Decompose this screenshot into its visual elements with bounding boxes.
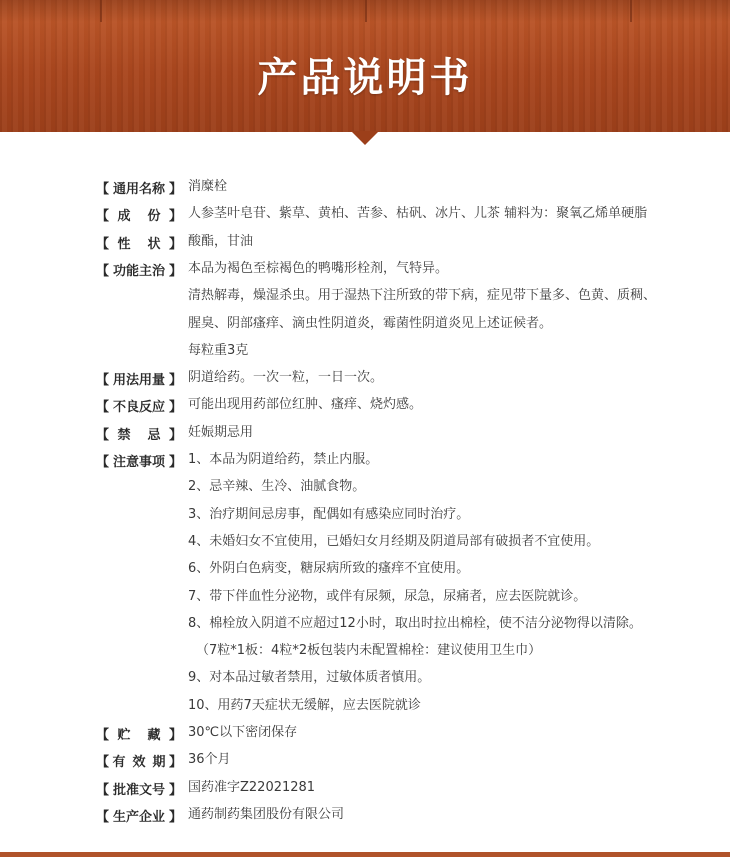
field-label-text: 用法用量 (112, 372, 165, 388)
field-label-text: 注意事项 (112, 454, 165, 470)
field-continuation-row (0, 613, 730, 635)
field-label-text: 禁 忌 (117, 427, 161, 443)
label-bracket-open: 【 (96, 782, 110, 798)
field-label (96, 231, 182, 253)
label-bracket-close: 】 (168, 727, 182, 743)
field-row (0, 367, 730, 389)
field-value: 7、带下伴血性分泌物，或伴有尿频，尿急，尿痛者，应去医院就诊。 (188, 589, 587, 604)
field-row (0, 804, 730, 826)
label-bracket-open: 【 (96, 181, 110, 197)
field-row (0, 422, 730, 444)
field-continuation-row (0, 531, 730, 553)
field-continuation-row (0, 558, 730, 580)
header-banner (0, 0, 730, 132)
field-row (0, 394, 730, 416)
field-row (0, 777, 730, 799)
field-value: 通药制药集团股份有限公司 (188, 807, 345, 822)
field-row (0, 176, 730, 198)
wood-plank-seam (100, 0, 102, 22)
field-value: 9、对本品过敏者禁用，过敏体质者慎用。 (188, 670, 431, 685)
field-value: 6、外阴白色病变，糖尿病所致的瘙痒不宜使用。 (188, 561, 470, 576)
label-bracket-close: 】 (168, 809, 182, 825)
label-bracket-open: 【 (96, 454, 110, 470)
field-value: 3、治疗期间忌房事，配偶如有感染应同时治疗。 (188, 507, 470, 522)
label-bracket-open: 【 (96, 727, 110, 743)
field-value: 1、本品为阴道给药，禁止内服。 (188, 452, 379, 467)
field-continuation-row (0, 285, 730, 307)
field-label (96, 449, 182, 471)
label-bracket-close: 】 (168, 454, 182, 470)
field-continuation-row (0, 667, 730, 689)
label-bracket-close: 】 (168, 208, 182, 224)
field-value: 阴道给药。一次一粒，一日一次。 (188, 370, 384, 385)
label-bracket-open: 【 (96, 754, 110, 770)
field-label (96, 804, 182, 826)
field-value: 可能出现用药部位红肿、瘙痒、烧灼感。 (188, 397, 423, 412)
wood-plank-seam (365, 0, 367, 22)
field-continuation-row (0, 586, 730, 608)
field-value: 清热解毒，燥湿杀虫。用于湿热下注所致的带下病，症见带下量多、色黄、质稠、 (188, 288, 657, 303)
field-value: 36个月 (188, 752, 231, 767)
field-row (0, 722, 730, 744)
field-label-text: 通用名称 (112, 181, 165, 197)
field-label-text: 不良反应 (112, 399, 165, 415)
field-continuation-row (0, 695, 730, 717)
field-row (0, 449, 730, 471)
label-bracket-open: 【 (96, 372, 110, 388)
label-bracket-open: 【 (96, 809, 110, 825)
label-bracket-close: 】 (168, 399, 182, 415)
field-value: 8、棉栓放入阴道不应超过12小时，取出时拉出棉栓，使不洁分泌物得以清除。 (188, 616, 642, 631)
wood-plank-seam (630, 0, 632, 22)
field-value: 妊娠期忌用 (188, 425, 254, 440)
label-bracket-close: 】 (168, 236, 182, 252)
field-label (96, 258, 182, 280)
field-label-text: 生产企业 (112, 809, 165, 825)
field-continuation-row (0, 504, 730, 526)
field-value: 国药准字Z22021281 (188, 780, 316, 795)
field-label (96, 777, 182, 799)
label-bracket-close: 】 (168, 372, 182, 388)
field-label (96, 394, 182, 416)
field-row (0, 749, 730, 771)
field-value: （7粒*1板：4粒*2板包装内未配置棉栓：建议使用卫生巾） (196, 643, 542, 658)
field-label (96, 422, 182, 444)
label-bracket-close: 】 (168, 782, 182, 798)
field-value: 消糜栓 (188, 179, 228, 194)
field-row (0, 258, 730, 280)
field-continuation-row (0, 476, 730, 498)
field-label-text: 贮 藏 (117, 727, 161, 743)
label-bracket-close: 】 (168, 181, 182, 197)
field-label-text: 成 份 (117, 208, 161, 224)
label-bracket-open: 【 (96, 263, 110, 279)
field-label (96, 722, 182, 744)
field-value: 腥臭、阴部瘙痒、滴虫性阴道炎，霉菌性阴道炎见上述证候者。 (188, 316, 553, 331)
field-label (96, 367, 182, 389)
field-label-text: 有 效 期 (112, 754, 166, 770)
field-continuation-row (0, 340, 730, 362)
label-bracket-close: 】 (168, 427, 182, 443)
page-title: 产品说明书 (257, 55, 473, 101)
field-value: 人参茎叶皂苷、紫草、黄柏、苦参、枯矾、冰片、儿茶 辅料为：聚氧乙烯单硬脂 (188, 206, 648, 221)
field-label (96, 749, 182, 771)
field-continuation-row (0, 313, 730, 335)
label-bracket-open: 【 (96, 399, 110, 415)
field-value: 2、忌辛辣、生冷、油腻食物。 (188, 479, 366, 494)
field-label-text: 性 状 (117, 236, 161, 252)
field-value: 30℃以下密闭保存 (188, 725, 298, 740)
label-bracket-open: 【 (96, 208, 110, 224)
field-row (0, 203, 730, 225)
field-label (96, 203, 182, 225)
field-value: 酸酯，甘油 (188, 234, 254, 249)
bottom-bar (0, 852, 730, 857)
field-row (0, 231, 730, 253)
field-label-text: 批准文号 (112, 782, 165, 798)
field-label (96, 176, 182, 198)
label-bracket-open: 【 (96, 427, 110, 443)
field-continuation-row (0, 640, 730, 662)
label-bracket-close: 】 (168, 263, 182, 279)
field-value: 本品为褐色至棕褐色的鸭嘴形栓剂，气特异。 (188, 261, 449, 276)
field-value: 每粒重3克 (188, 343, 249, 358)
field-value: 10、用药7天症状无缓解，应去医院就诊 (188, 698, 421, 713)
label-bracket-close: 】 (168, 754, 182, 770)
field-value: 4、未婚妇女不宜使用，已婚妇女月经期及阴道局部有破损者不宜使用。 (188, 534, 600, 549)
field-label-text: 功能主治 (112, 263, 165, 279)
label-bracket-open: 【 (96, 236, 110, 252)
banner-pointer (351, 131, 379, 145)
